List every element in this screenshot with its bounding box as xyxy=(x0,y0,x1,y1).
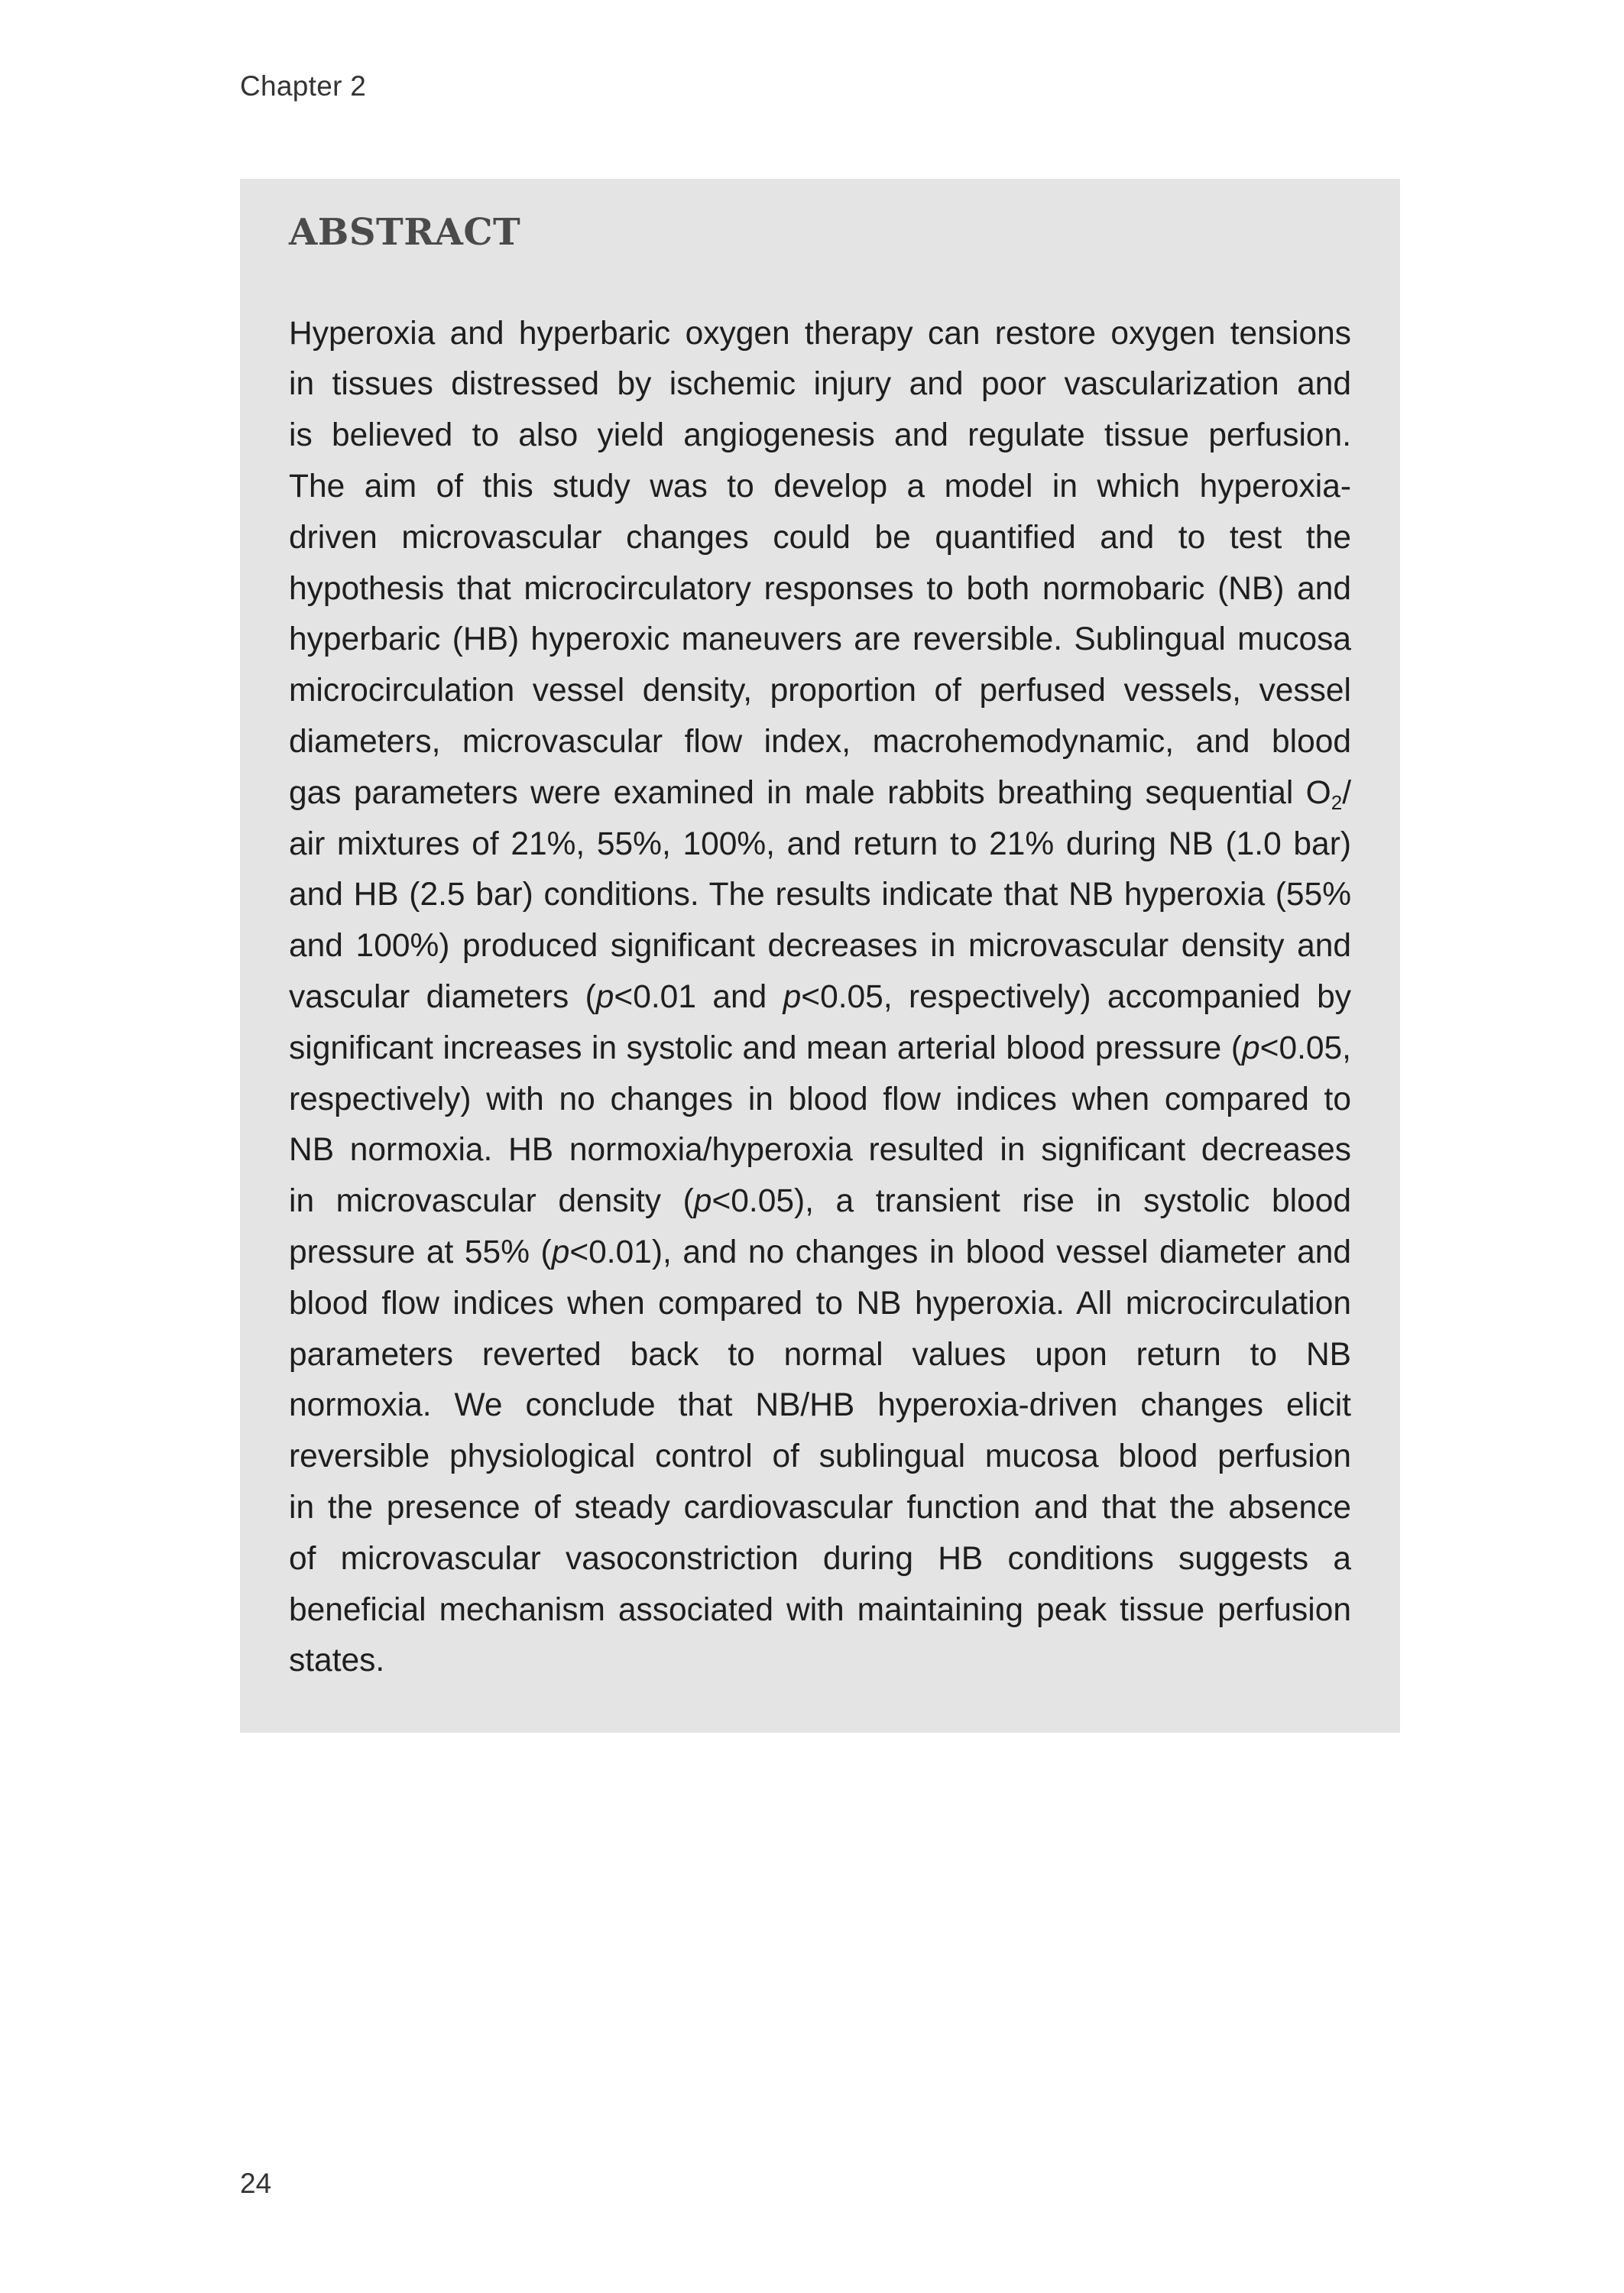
p-value-symbol: p xyxy=(551,1234,570,1270)
abstract-line: driven microvascular changes could be quantified and to test the xyxy=(289,519,1351,556)
abstract-line xyxy=(289,972,1351,1023)
abstract-line: Hyperoxia and hyperbaric oxygen therapy can restore oxygen tensions xyxy=(289,315,1351,352)
abstract-line: beneficial mechanism associated with maintaining peak tissue perfusion xyxy=(289,1591,1351,1628)
abstract-line: of microvascular vasoconstriction during HB conditions suggests a xyxy=(289,1540,1351,1577)
p-value-symbol: p xyxy=(595,978,614,1015)
line-text: gas parameters were examined in male rabbits breathing sequential O xyxy=(289,774,1331,811)
abstract-line: hypothesis that microcirculatory responses to both normobaric (NB) and xyxy=(289,570,1351,607)
abstract-line: diameters, microvascular flow index, macrohemodynamic, and blood xyxy=(289,723,1351,760)
abstract-line: air mixtures of 21%, 55%, 100%, and return to 21% during NB (1.0 bar) xyxy=(289,825,1351,862)
line-text: <0.05), a transient rise in systolic blood xyxy=(712,1183,1351,1220)
running-header: Chapter 2 xyxy=(240,70,367,102)
slash: / xyxy=(1342,774,1351,811)
abstract-heading: ABSTRACT xyxy=(289,211,521,254)
abstract-line: states. xyxy=(289,1643,385,1679)
abstract-line: parameters reverted back to normal values upon return to NB xyxy=(289,1336,1351,1373)
abstract-line: in the presence of steady cardiovascular function and that the absence xyxy=(289,1489,1351,1526)
p-value-symbol: p xyxy=(1242,1030,1260,1066)
p-value-symbol: p xyxy=(693,1183,712,1220)
abstract-line: NB normoxia. HB normoxia/hyperoxia resulted in significant decreases xyxy=(289,1132,1351,1169)
abstract-line: microcirculation vessel density, proportion of perfused vessels, vessel xyxy=(289,673,1351,709)
abstract-body xyxy=(289,309,1351,1688)
abstract-line: is believed to also yield angiogenesis and regulate tissue perfusion. xyxy=(289,417,1351,454)
line-text: <0.01 and xyxy=(614,978,783,1015)
line-text: <0.01), and no changes in blood vessel diameter and xyxy=(569,1234,1351,1270)
abstract-line: normoxia. We conclude that NB/HB hyperoxia-driven changes elicit xyxy=(289,1387,1351,1424)
line-text: <0.05, xyxy=(1259,1030,1351,1066)
abstract-box xyxy=(240,179,1400,1733)
abstract-line xyxy=(289,1176,1351,1228)
page-number: 24 xyxy=(240,2168,272,2199)
line-text: pressure at 55% ( xyxy=(289,1234,552,1270)
abstract-line: respectively) with no changes in blood flow indices when compared to xyxy=(289,1081,1351,1117)
abstract-line: and HB (2.5 bar) conditions. The results indicate that NB hyperoxia (55% xyxy=(289,877,1351,913)
line-text: <0.05, respectively) accompanied by xyxy=(801,978,1352,1015)
abstract-line: in tissues distressed by ischemic injury and poor vascularization and xyxy=(289,366,1351,403)
abstract-line: blood flow indices when compared to NB hyperoxia. All microcirculation xyxy=(289,1285,1351,1322)
abstract-line: hyperbaric (HB) hyperoxic maneuvers are reversible. Sublingual mucosa xyxy=(289,621,1351,658)
abstract-line: reversible physiological control of sublingual mucosa blood perfusion xyxy=(289,1438,1351,1475)
abstract-line xyxy=(289,1023,1351,1075)
abstract-line xyxy=(289,768,1351,819)
o2-subscript: 2 xyxy=(1331,790,1343,814)
abstract-line: and 100%) produced significant decreases in microvascular density and xyxy=(289,928,1351,965)
line-text: in microvascular density ( xyxy=(289,1183,694,1220)
abstract-line xyxy=(289,1228,1351,1279)
line-text: significant increases in systolic and mean arterial blood pressure ( xyxy=(289,1030,1242,1066)
line-text: vascular diameters ( xyxy=(289,978,596,1015)
abstract-line: The aim of this study was to develop a model in which hyperoxia- xyxy=(289,468,1351,504)
p-value-symbol: p xyxy=(783,978,802,1015)
